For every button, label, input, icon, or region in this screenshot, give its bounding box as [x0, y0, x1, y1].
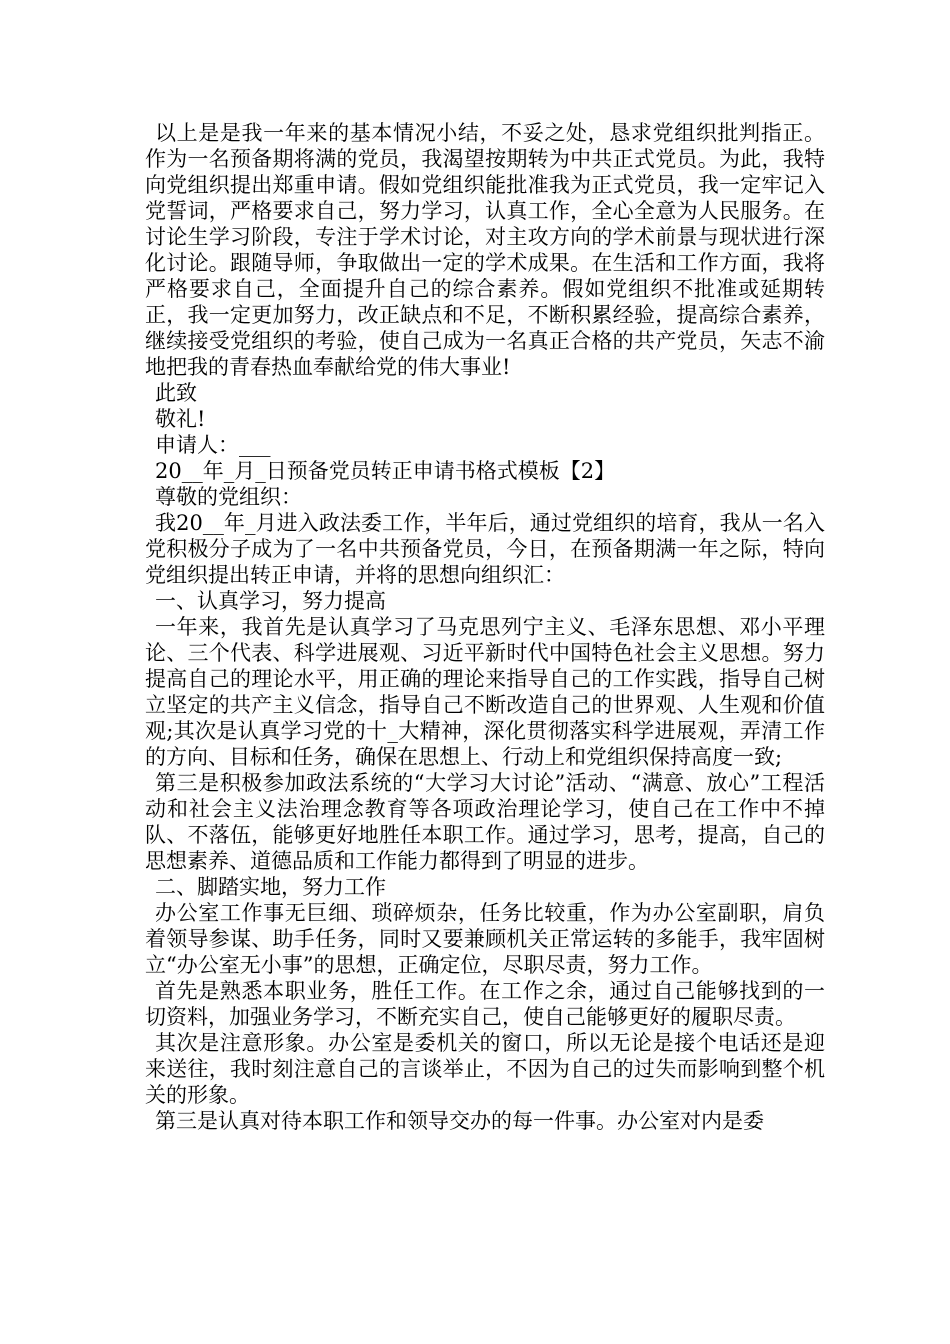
paragraph-summary: 以上是是我一年来的基本情况小结，不妥之处，恳求党组织批判指正。作为一名预备期将满的党员，我渴望按期转为中共正式党员。为此，我特向党组织提出郑重申请。假如党组织能批准我为正式党员，我一定牢记入党誓词，严格要求自己，努力学习，认真工作，全心全意为人民服务。在讨论生学习阶段，专注于学术讨论，对主攻方向的学术前景与现状进行深化讨论。跟随导师，争取做出一定的学术成果。在生活和工作方面，我将严格要求自己，全面提升自己的综合素养。假如党组织不批准或延期转正，我一定更加努力，改正缺点和不足，不断积累经验，提高综合素养，继续接受党组织的考验，使自己成为一名真正合格的共产党员，矢志不渝地把我的青春热血奉献给党的伟大事业!	[145, 121, 825, 379]
paragraph-third-study: 第三是积极参加政法系统的“大学习大讨论”活动、“满意、放心”工程活动和社会主义法治理念教育等各项政治理论学习，使自己在工作中不掉队、不落伍，能够更好地胜任本职工作。通过学习，思考，提高，自己的思想素养、道德品质和工作能力都得到了明显的进步。	[145, 771, 825, 873]
closing-jingli: 敬礼!	[155, 407, 206, 431]
template-title: 20__年_月_日预备党员转正申请书格式模板【2】	[155, 459, 616, 483]
document-page	[145, 120, 825, 1134]
paragraph-third-duty: 第三是认真对待本职工作和领导交办的每一件事。办公室对内是委	[155, 1109, 764, 1133]
section-heading-2: 二、脚踏实地，努力工作	[155, 875, 386, 899]
paragraph-study: 一年来，我首先是认真学习了马克思列宁主义、毛泽东思想、邓小平理论、三个代表、科学进展观、习近平新时代中国特色社会主义思想。努力提高自己的理论水平，用正确的理论来指导自己的工作实践，指导自己树立坚定的共产主义信念，指导自己不断改造自己的世界观、人生观和价值观;其次是认真学习党的十_大精神，深化贯彻落实科学进展观，弄清工作的方向、目标和任务，确保在思想上、行动上和党组织保持高度一致;	[145, 615, 825, 769]
salutation: 尊敬的党组织：	[155, 485, 302, 509]
paragraph-office-work: 办公室工作事无巨细、琐碎烦杂，任务比较重，作为办公室副职，肩负着领导参谋、助手任务，同时又要兼顾机关正常运转的多能手，我牢固树立“办公室无小事”的思想，正确定位，尽职尽责，努力工作。	[145, 901, 825, 977]
closing-zhizhi: 此致	[155, 381, 197, 405]
applicant-signature-line: 申请人：___	[155, 433, 271, 457]
section-heading-1: 一、认真学习，努力提高	[155, 589, 386, 613]
paragraph-intro: 我20__年_月进入政法委工作，半年后，通过党组织的培育，我从一名入党积极分子成为了一名中共预备党员，今日，在预备期满一年之际，特向党组织提出转正申请，并将的思想向组织汇：	[145, 511, 825, 587]
paragraph-image: 其次是注意形象。办公室是委机关的窗口，所以无论是接个电话还是迎来送往，我时刻注意自己的言谈举止，不因为自己的过失而影响到整个机关的形象。	[145, 1031, 825, 1107]
paragraph-first-duty: 首先是熟悉本职业务，胜任工作。在工作之余，通过自己能够找到的一切资料，加强业务学习，不断充实自己，使自己能够更好的履职尽责。	[145, 979, 825, 1029]
